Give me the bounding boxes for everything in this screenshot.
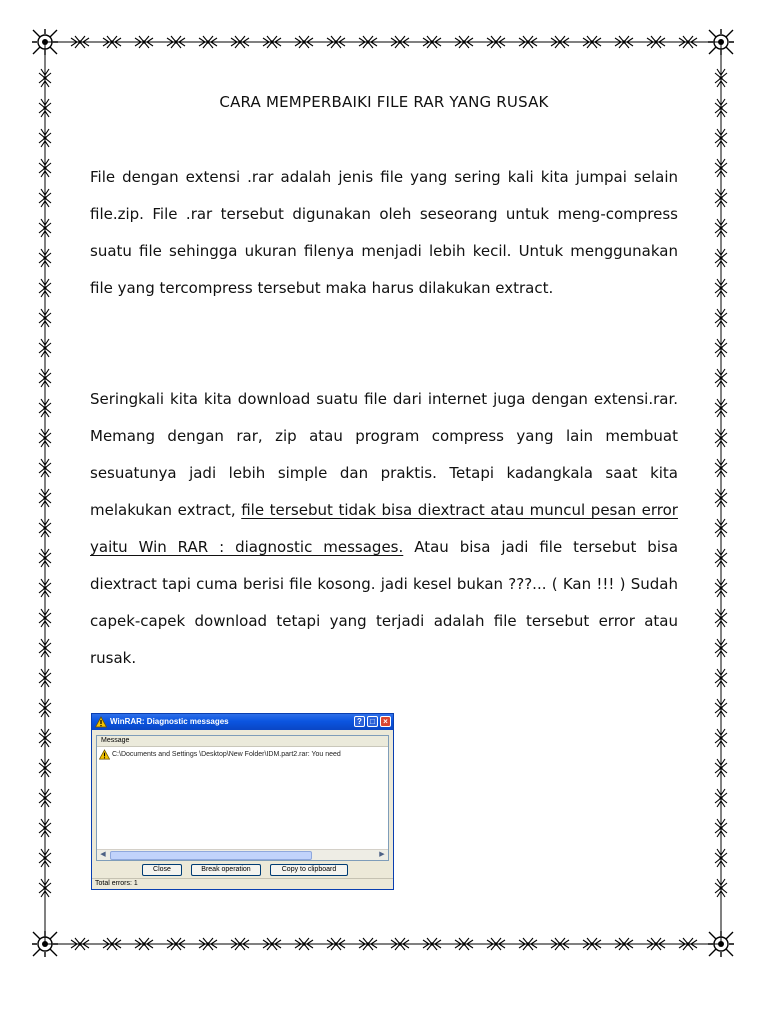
column-header-label: Message <box>101 737 130 744</box>
help-icon: ? <box>354 716 365 727</box>
border-corner-ornament <box>32 29 58 55</box>
message-row <box>99 749 387 760</box>
paragraph-text: Seringkali kita kita download suatu file dari internet juga dengan extensi.rar. Memang dengan rar, zip atau program compress yang lain membuat sesuatunya jadi lebih simple dan praktis. Tetapi kadangkala saat kita melakukan extract, <box>90 390 678 519</box>
warning-icon <box>95 716 107 728</box>
close-button: Close <box>142 864 182 876</box>
border-corner-ornament <box>708 29 734 55</box>
paragraph-intro: File dengan extensi .rar adalah jenis file yang sering kali kita jumpai selain file.zip. File .rar tersebut digunakan oleh seseorang untuk meng-compress suatu file sehingga ukuran filenya menjadi lebih kecil. Untuk menggunakan file yang tercompress tersebut maka harus dilakukan extract. <box>90 168 678 297</box>
paragraph-problem <box>90 381 678 677</box>
border-corner-ornament <box>708 931 734 957</box>
border-corner-ornament <box>32 931 58 957</box>
warning-icon <box>99 749 110 760</box>
scrollbar-thumb <box>110 851 312 860</box>
message-list <box>96 735 389 861</box>
maximize-icon: □ <box>367 716 378 727</box>
dialog-title: WinRAR: Diagnostic messages <box>110 717 229 726</box>
break-operation-button: Break operation <box>191 864 261 876</box>
horizontal-scrollbar <box>97 849 388 860</box>
copy-to-clipboard-button: Copy to clipboard <box>270 864 348 876</box>
message-text: C:\Documents and Settings \Desktop\New Folder\IDM.part2.rar: You need <box>112 751 341 758</box>
document-title: CARA MEMPERBAIKI FILE RAR YANG RUSAK <box>219 93 549 111</box>
scroll-left-icon: ◀ <box>100 851 106 858</box>
column-header <box>97 736 388 747</box>
status-text: Total errors: 1 <box>95 880 138 887</box>
underlined-error-text: file tersebut tidak bisa diextract atau muncul pesan error yaitu Win RAR : diagnostic messages. <box>90 501 678 556</box>
status-bar <box>92 878 393 889</box>
paragraph-text: Atau bisa jadi file tersebut bisa diextract tapi cuma berisi file kosong. jadi kesel bukan ???... ( Kan !!! ) Sudah capek-capek download tetapi yang terjadi adalah file tersebut error atau rusak. <box>90 538 679 667</box>
winrar-diagnostic-dialog-screenshot <box>91 713 394 890</box>
scroll-right-icon: ▶ <box>379 851 385 858</box>
dialog-titlebar <box>92 714 393 730</box>
close-icon: × <box>380 716 391 727</box>
